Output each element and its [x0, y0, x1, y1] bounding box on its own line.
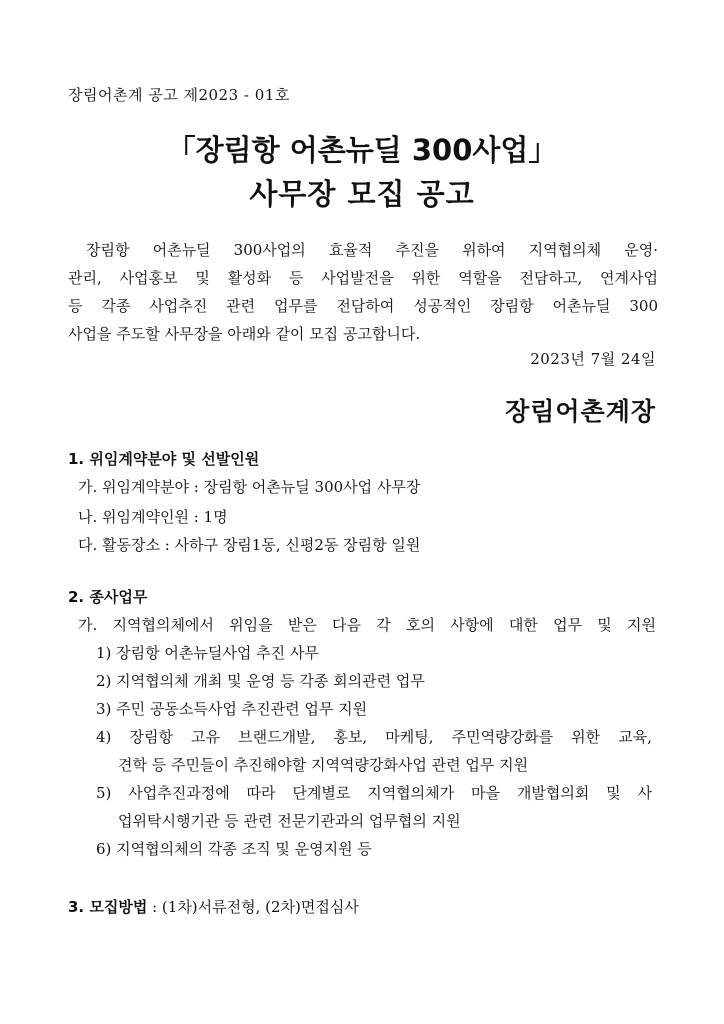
section3-heading: [68, 896, 359, 917]
section2-item: 4) 장림항 고유 브랜드개발, 홍보, 마케팅, 주민역량강화를 위한 교육,: [96, 728, 652, 746]
document-subtitle: 사무장 모집 공고: [249, 177, 475, 211]
section2-item: 2) 지역협의체 개최 및 운영 등 각종 회의관련 업무: [96, 672, 425, 690]
intro-line: 등 각종 사업추진 관련 업무를 전담하여 성공적인 장림항 어촌뉴딜 300: [68, 297, 658, 315]
section3-title: 3. 모집방법: [68, 898, 148, 916]
intro-line: 장림항 어촌뉴딜 300사업의 효율적 추진을 위하여 지역협의체 운영·: [86, 241, 658, 259]
section1-item: 나. 위임계약인원 : 1명: [78, 508, 228, 526]
section2-item: 6) 지역협의체의 각종 조직 및 운영지원 등: [96, 840, 372, 858]
section2-item: 3) 주민 공동소득사업 추진관련 업무 지원: [96, 700, 368, 718]
section1-item: 다. 활동장소 : 사하구 장림1동, 신평2동 장림항 일원: [78, 536, 421, 554]
notice-number: 장림어촌계 공고 제2023 - 01호: [68, 86, 290, 104]
intro-line: 관리, 사업홍보 및 활성화 등 사업발전을 위한 역할을 전담하고, 연계사업: [68, 269, 658, 287]
section2-lead: 가. 지역협의체에서 위임을 받은 다음 각 호의 사항에 대한 업무 및 지원: [78, 616, 656, 634]
intro-paragraph: [68, 236, 658, 348]
section2-item: 5) 사업추진과정에 따라 단계별로 지역협의체가 마을 개발협의회 및 사: [96, 784, 652, 802]
section1-item: 가. 위임계약분야 : 장림항 어촌뉴딜 300사업 사무장: [78, 478, 421, 496]
announcement-date: 2023년 7월 24일: [530, 350, 656, 368]
document-title: 「장림항 어촌뉴딜 300사업」: [166, 133, 558, 167]
section3-value: : (1차)서류전형, (2차)면접심사: [147, 898, 359, 916]
section2-item-continuation: 업위탁시행기관 등 관련 전문기관과의 업무협의 지원: [118, 812, 461, 830]
section2-title: 2. 종사업무: [68, 588, 148, 606]
signer-name: 장림어촌계장: [505, 397, 656, 426]
section2-item: 1) 장림항 어촌뉴딜사업 추진 사무: [96, 644, 319, 662]
section2-item-continuation: 견학 등 주민들이 추진해야할 지역역량강화사업 관련 업무 지원: [118, 756, 529, 774]
intro-line: 사업을 주도할 사무장을 아래와 같이 모집 공고합니다.: [68, 325, 421, 343]
section1-title: 1. 위임계약분야 및 선발인원: [68, 450, 260, 468]
